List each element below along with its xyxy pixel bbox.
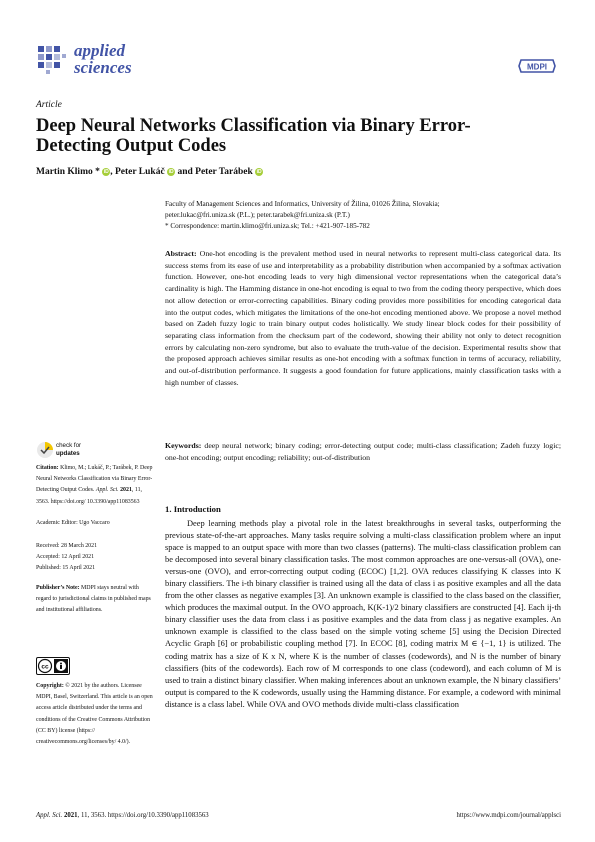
publisher-note: Publisher’s Note: MDPI stays neutral with regard to jurisdictional claims in published maps and institutional affiliations. bbox=[36, 585, 151, 614]
published-date: Published: 15 April 2021 bbox=[36, 565, 96, 572]
accepted-date: Accepted: 12 April 2021 bbox=[36, 554, 95, 561]
svg-text:cc: cc bbox=[41, 663, 49, 671]
footer-citation: Appl. Sci. 2021, 11, 3563. https://doi.org/10.3390/app11083563 bbox=[36, 812, 209, 819]
orcid-icon[interactable]: iD bbox=[103, 169, 109, 175]
orcid-icon[interactable]: iD bbox=[168, 169, 174, 175]
author-name: Martin Klimo bbox=[36, 167, 93, 177]
received-date: Received: 28 March 2021 bbox=[36, 543, 98, 549]
cc-by-license-icon[interactable] bbox=[36, 657, 70, 675]
orcid-icon[interactable]: iD bbox=[256, 169, 262, 175]
journal-url-link[interactable]: https://www.mdpi.com/journal/applsci bbox=[456, 812, 561, 819]
mdpi-logo-icon bbox=[517, 58, 557, 74]
section-heading: 1. Introduction bbox=[165, 504, 221, 514]
paper-title: Deep Neural Networks Classification via Binary Error-Detecting Output Codes bbox=[36, 116, 471, 156]
journal-name: applied sciences bbox=[74, 41, 132, 77]
check-for-updates[interactable]: check for updates bbox=[36, 441, 96, 463]
check-updates-icon bbox=[36, 441, 54, 459]
affiliation: Faculty of Management Sciences and Informatics, University of Žilina, 01026 Žilina, Slovakia; peter.lukac@fri.uniza.sk (P.L.); peter.tarabek@fri.uniza.sk (P.T.) * Correspondence: martin.klimo@fri.uniza.sk; Tel.: +421-907-185-782 bbox=[165, 199, 560, 232]
academic-editor: Academic Editor: Ugo Vaccaro bbox=[36, 520, 110, 526]
author-name: Peter Tarábek bbox=[195, 167, 253, 177]
keywords: Keywords: deep neural network; binary coding; error-detecting output code; multi-class classification; Zadeh fuzzy logic; one-hot encoding; output encoding; reliability; out-of-distribution bbox=[165, 441, 561, 462]
citation: Citation: Klimo, M.; Lukáč, P.; Tarábek, P. Deep Neural Networks Classification via Binary Error-Detecting Output Codes. Appl. Sci. 2021, 11, 3563. https://doi.org/ 10.3390/app11083563 bbox=[36, 465, 153, 505]
body-paragraph: Deep learning methods play a pivotal role in the latest breakthroughs in several tasks, outperforming the previous state-of-the-art approaches. Many tasks require solving a multi-class classification problem where an input space is mapped to an output space with more than two classes (patterns). The multi-class classification problem can be decomposed into several binary classification tasks. The most common approaches are one-versus-all (OVA), one-versus-one (OVO), and error-correcting output coding (ECOC) [1,2]. OVA reduces classifying K classes into K binary classifiers. The i-th binary classifier is trained using all the data of class i as positive examples and all the data from the other classes as negative examples [3]. An unknown example is classified to the class based on the classifier, which produces the maximal output. In the OVO approach, K(K-1)/2 binary classifiers are constructed [4]. Each ij-th binary classifier uses the data from class i as positive examples and the data from class j as negative examples. An unknown example is classified to the class based on the simple voting scheme [5] using the Decision Directed Acyclic Graph [6] or probabilistic coupling method [7]. In ECOC [8], coding matrix M ∈ {−1, 1} is utilized. The coding matrix has a size of K x N, where K is the number of classes (codewords), and N is the number of binary classifiers (bits of the codewords). Each row of M corresponds to one class (codeword), and each column of M is used to train a distinct binary classifier. When making inferences about an unknown example, the N binary classifiers’ output is compared to the K codewords, usually using the Hamming distance. For example, a codeword with minimal distance is a class label. While OVA and OVO methods divide multi-class classification bbox=[165, 519, 561, 709]
correspondence: * Correspondence: martin.klimo@fri.uniza.sk; Tel.: +421-907-185-782 bbox=[165, 222, 370, 230]
svg-text:MDPI: MDPI bbox=[527, 62, 547, 72]
journal-logo-icon bbox=[36, 44, 68, 76]
abstract: Abstract: One-hot encoding is the prevalent method used in neural networks to represent multi-class categorical data. Its success stems from its ease of use and interpretability as a probability distribution when accompanied by a softmax activation function. However, one-hot encoding leads to very high dimensional vector representations when the categorical data’s cardinality is high. The Hamming distance in one-hot encoding is equal to two from the coding theory perspective, which does not allow detection or error-correcting capabilities. Binary coding provides more possibilities for encoding categorical data into the output codes, which mitigates the limitations of the one-hot encoding mentioned above. We propose a novel method based on Zadeh fuzzy logic to train binary output codes holistically. We study linear block codes for their possibility of separating class information from the checksum part of the codeword, showing their ability not only to detect recognition errors by calculating non-zero syndrome, but also to evaluate the truth-value of the decision. Experimental results show that the proposed approach achieves similar results as one-hot encoding with a softmax function in terms of accuracy, reliability, and out-of-distribution performance. It suggests a good foundation for future applications, mainly classification tasks with a high number of classes. bbox=[165, 249, 561, 387]
author-list: Martin Klimo * iD , Peter Lukáč iD and Peter Tarábek iD bbox=[36, 167, 262, 177]
dates bbox=[36, 541, 154, 575]
copyright: Copyright: © 2021 by the authors. Licensee MDPI, Basel, Switzerland. This article is an open access article distributed under the terms and conditions of the Creative Commons Attribution (CC BY) license (https:// creativecommons.org/licenses/by/ 4.0/). bbox=[36, 683, 153, 746]
author-name: Peter Lukáč bbox=[114, 167, 165, 177]
article-type: Article bbox=[36, 100, 62, 110]
